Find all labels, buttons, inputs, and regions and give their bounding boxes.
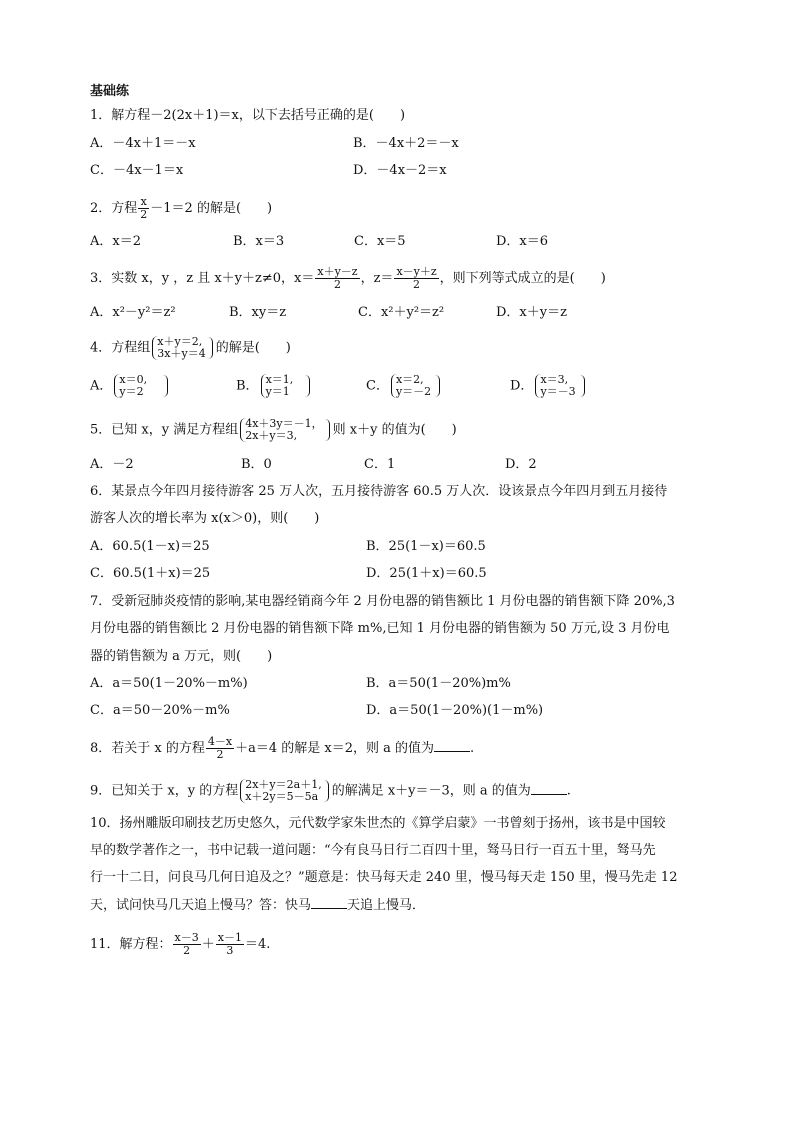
q10-stem-line1: 10．扬州雕版印刷技艺历史悠久，元代数学家朱世杰的《算学启蒙》一书曾刻于扬州，该书是中国较 <box>90 816 666 831</box>
q5-option-b: B．0 <box>241 457 272 472</box>
q4-option-b-system <box>261 374 294 398</box>
q9-eq1: 2x＋y＝2a＋1, <box>245 778 322 791</box>
q4-eq2: 3x＋y＝4 <box>157 347 206 360</box>
q11-fraction-2-numerator: x－1 <box>217 931 242 944</box>
q4-option-b-line1: x＝1, <box>265 373 294 386</box>
q11-fraction-2-denominator: 3 <box>226 944 234 957</box>
q1-option-d: D．－4x－2＝x <box>353 163 447 178</box>
q7-option-a: A．a＝50(1－20%－m%) <box>90 676 248 691</box>
q4-option-c-label: C． <box>366 378 389 394</box>
q5-stem <box>90 418 457 442</box>
q4-option-d-bracket <box>580 375 585 397</box>
q4-option-d <box>510 374 588 398</box>
q4-stem-pre: 4．方程组 <box>90 340 151 356</box>
q4-equation-system <box>152 336 205 360</box>
q4-option-c-system <box>391 374 431 398</box>
q10-stem-line4 <box>90 896 425 915</box>
q4-option-b-bracket <box>305 375 310 397</box>
q4-option-c-bracket <box>435 375 440 397</box>
q3-fraction-1-denominator: 2 <box>333 278 341 291</box>
q10-stem-line2: 早的数学著作之一，书中记载一道问题：“今有良马日行二百四十里，驽马日行一百五十里，驽马先 <box>90 843 656 858</box>
q4-option-a-line1: x＝0, <box>119 373 148 386</box>
q4-option-d-label: D． <box>510 378 534 394</box>
q11-stem-post: ＝4. <box>244 937 271 952</box>
q7-stem-line2: 月份电器的销售额比 2 月份电器的销售额下降 m%,已知 1 月份电器的销售额为 50 万元,设 3 月份电 <box>90 621 670 636</box>
q4-option-b-label: B． <box>236 378 259 394</box>
q10-line4-post: 天追上慢马． <box>347 898 426 913</box>
q9-system-bracket <box>324 780 329 802</box>
q4-option-c <box>366 374 443 398</box>
q2-numerator: x <box>138 196 149 209</box>
q6-stem-line2: 游客人次的增长率为 x(x＞0)，则( ) <box>90 511 320 526</box>
q3-fraction-1 <box>315 266 359 291</box>
q3-option-a: A．x²－y²＝z² <box>90 305 176 320</box>
q3-stem-pre: 3．实数 x，y ，z 且 x＋y＋z≠0，x＝ <box>90 271 315 286</box>
q9-stem-end: . <box>566 783 571 799</box>
q5-stem-post: 则 x＋y 的值为( ) <box>332 422 457 438</box>
q5-eq1: 4x＋3y＝－1， <box>245 417 323 430</box>
q4-option-c-line2: y＝－2 <box>395 385 432 398</box>
q7-stem-line1: 7．受新冠肺炎疫情的影响,某电器经销商今年 2 月份电器的销售额比 1 月份电器的销售额下降 20%,3 <box>90 594 675 609</box>
q4-system-bracket <box>208 337 213 359</box>
q5-eq2: 2x＋y＝3, <box>245 429 298 442</box>
q1-option-c: C．－4x－1＝x <box>90 163 184 178</box>
q9-stem-post: 的解满足 x＋y＝－3，则 a 的值为 <box>331 783 531 799</box>
q8-stem <box>90 736 474 761</box>
section-title: 基础练 <box>90 84 130 99</box>
q8-fraction <box>206 736 234 761</box>
q2-stem-post: －1＝2 的解是( ) <box>150 201 273 216</box>
q3-fraction-1-numerator: x＋y－z <box>317 265 358 278</box>
q5-option-a: A．－2 <box>90 457 134 472</box>
q3-fraction-2-denominator: 2 <box>413 278 421 291</box>
q4-option-c-line1: x＝2, <box>395 373 424 386</box>
q5-equation-system <box>240 418 322 442</box>
q4-option-d-line1: x＝3, <box>540 373 569 386</box>
q4-option-a-bracket <box>163 375 168 397</box>
q6-option-d: D．25(1＋x)＝60.5 <box>366 566 487 581</box>
q11-fraction-1-numerator: x－3 <box>174 931 199 944</box>
q8-stem-post: ＋a＝4 的解是 x＝2，则 a 的值为 <box>235 741 434 756</box>
q2-fraction <box>138 196 149 221</box>
q4-option-a-system <box>114 374 147 398</box>
q7-option-b: B．a＝50(1－20%)m% <box>366 676 511 691</box>
q11-fraction-1-denominator: 2 <box>183 944 191 957</box>
q4-option-b <box>236 374 313 398</box>
q2-option-a: A．x＝2 <box>90 234 141 249</box>
q2-stem-pre: 2．方程 <box>90 201 138 216</box>
q3-fraction-2 <box>394 266 438 291</box>
q3-stem <box>90 266 606 291</box>
q5-option-d: D．2 <box>505 457 537 472</box>
q1-option-a: A．－4x＋1＝－x <box>90 136 196 151</box>
q9-equation-system <box>240 779 321 803</box>
q7-option-c: C．a＝50－20%－m% <box>90 703 230 718</box>
q10-answer-blank[interactable] <box>311 896 347 909</box>
q11-stem-pre: 11．解方程： <box>90 937 172 952</box>
q11-fraction-1 <box>173 932 201 957</box>
q11-fraction-2 <box>216 932 244 957</box>
q4-eq1: x＋y＝2, <box>157 335 203 348</box>
q10-line4-pre: 天，试问快马几天追上慢马？答：快马 <box>90 898 312 913</box>
q6-option-a: A．60.5(1－x)＝25 <box>90 539 210 554</box>
q6-option-c: C．60.5(1＋x)＝25 <box>90 566 211 581</box>
q1-stem: 1．解方程－2(2x＋1)＝x，以下去括号正确的是( ) <box>90 108 406 123</box>
q3-option-c: C．x²＋y²＝z² <box>358 305 445 320</box>
q6-option-b: B．25(1－x)＝60.5 <box>366 539 486 554</box>
q1-option-b: B．－4x＋2＝－x <box>353 136 459 151</box>
q8-answer-blank[interactable] <box>434 739 470 752</box>
q9-answer-blank[interactable] <box>531 782 567 795</box>
q4-option-b-line2: y＝1 <box>265 385 290 398</box>
q3-option-d: D．x＋y＝z <box>496 305 567 320</box>
q4-option-d-line2: y＝－3 <box>540 385 576 398</box>
q4-option-a-line2: y＝2 <box>119 385 144 398</box>
q2-stem <box>90 196 272 221</box>
q4-option-a-label: A． <box>90 378 113 394</box>
q9-eq2: x＋2y＝5－5a <box>245 790 319 803</box>
q3-stem-mid: ，z＝ <box>360 271 394 286</box>
q10-stem-line3: 行一十二日，问良马几何日追及之？”题意是：快马每天走 240 里，慢马每天走 150 里，慢马先走 12 <box>90 870 678 885</box>
q2-option-c: C．x＝5 <box>354 234 406 249</box>
q7-stem-line3: 器的销售额为 a 万元，则( ) <box>90 649 273 664</box>
q3-fraction-2-numerator: x－y＋z <box>396 265 437 278</box>
q2-option-b: B．x＝3 <box>233 234 285 249</box>
q11-stem <box>90 932 270 957</box>
q7-option-d: D．a＝50(1－20%)(1－m%) <box>366 703 544 718</box>
q3-option-b: B．xy＝z <box>229 305 287 320</box>
q4-option-d-system <box>535 374 575 398</box>
q5-stem-pre: 5．已知 x，y 满足方程组 <box>90 422 239 438</box>
q2-option-d: D．x＝6 <box>496 234 549 249</box>
q8-stem-end: . <box>469 741 475 756</box>
q4-option-a <box>90 374 171 398</box>
q2-denominator: 2 <box>140 208 148 221</box>
q4-stem <box>90 336 291 360</box>
q3-stem-post: ，则下列等式成立的是( ) <box>439 271 606 286</box>
q9-stem <box>90 779 571 803</box>
q5-option-c: C．1 <box>364 457 396 472</box>
q4-stem-post: 的解是( ) <box>215 340 291 356</box>
q9-stem-pre: 9．已知关于 x，y 的方程 <box>90 783 239 799</box>
q8-denominator: 2 <box>216 748 224 761</box>
q5-system-bracket <box>325 419 330 441</box>
q11-plus: ＋ <box>201 937 215 952</box>
q8-numerator: 4－x <box>207 735 233 748</box>
q6-stem-line1: 6．某景点今年四月接待游客 25 万人次，五月接待游客 60.5 万人次．设该景点今年四月到五月接待 <box>90 484 668 499</box>
q8-stem-pre: 8．若关于 x 的方程 <box>90 741 205 756</box>
